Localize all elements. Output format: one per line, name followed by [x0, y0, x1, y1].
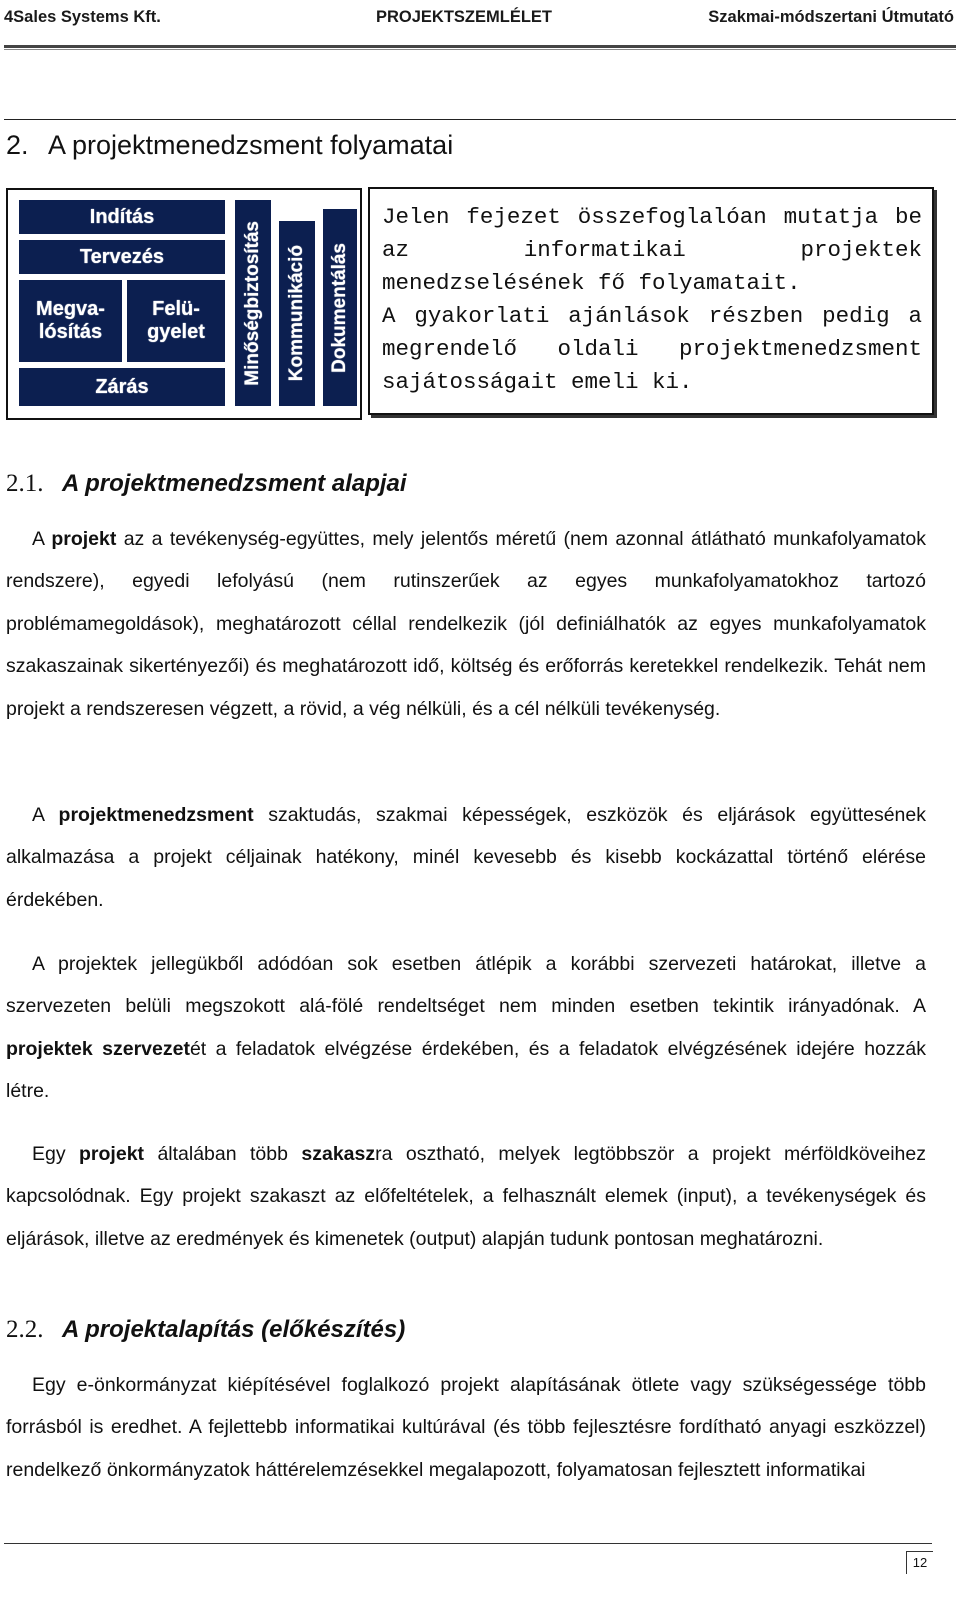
p2-text-c: szaktudás, szakmai képességek, eszközök és eljárások együttesének alkalmazása a projekt céljainak hatékony, minél kevesebb és kisebb kockázattal történő elérése érdekében. — [6, 804, 926, 911]
diagram-start-label: Indítás — [89, 205, 155, 228]
process-diagram — [6, 188, 362, 420]
paragraph-pm-definition — [6, 794, 926, 921]
section-2-2-heading — [6, 1316, 405, 1344]
diagram-closing-label: Zárás — [95, 375, 149, 398]
p1-text-c: az a tevékenység-együttes, mely jelentős méretű (nem azonnal átlátható munkafolyamatok rendszere), egyedi lefolyású (nem rutinszerűek az egyes munkafolyamatokhoz tartozó problémamegoldások), meghatározott céllal rendelkezik (jól definiálhatók az egyes munkafolyamatok szakaszainak sikertényezői) és meghatározott idő, költség és erőforrás keretekkel rendelkezik. Tehát nem projekt a rendszeresen végzett, a rövid, a vég nélküli, és a cél nélküli tevékenység. — [6, 528, 926, 720]
header-divider — [4, 45, 956, 50]
chapter-summary-text — [382, 201, 922, 399]
diagram-documentation-label: Dokumentálás — [329, 242, 351, 373]
diagram-communication-label: Kommunikáció — [286, 245, 308, 382]
diagram-implementation-label-1: Megva- — [36, 298, 105, 320]
p4-text-a: Egy — [32, 1143, 80, 1165]
section-2-1-title: A projektmenedzsment alapjai — [62, 470, 407, 497]
diagram-quality-block — [235, 200, 271, 406]
chapter-title — [6, 130, 453, 161]
diagram-supervision-label-2: gyelet — [147, 321, 205, 343]
p4-bold-projekt: projekt — [79, 1143, 145, 1165]
chapter-title-text: A projektmenedzsment folyamatai — [48, 130, 454, 160]
summary-line-1: Jelen fejezet összefoglalóan mutatja be az informatikai projektek menedzselésének fő folyamatait. — [382, 204, 922, 296]
header-doc-type: Szakmai-módszertani Útmutató — [708, 8, 954, 26]
page-header — [4, 4, 956, 30]
summary-line-2: A gyakorlati ajánlások részben pedig a megrendelő oldali projektmenedzsment sajátosságait emeli ki. — [382, 303, 922, 395]
paragraph-project-phases — [6, 1133, 926, 1260]
p4-text-c: általában több — [144, 1143, 302, 1165]
paragraph-project-organization — [6, 943, 926, 1113]
diagram-start-block — [19, 200, 225, 234]
diagram-implementation-label-2: lósítás — [38, 321, 103, 343]
footer-divider — [4, 1543, 932, 1544]
p3-bold-szervezet: projektek szervezet — [6, 1037, 190, 1060]
chapter-number: 2. — [6, 130, 29, 160]
paragraph-project-definition — [6, 518, 926, 730]
diagram-closing-block — [19, 368, 225, 406]
section-2-2-title: A projektalapítás (előkészítés) — [62, 1316, 406, 1343]
header-topic: PROJEKTSZEMLÉLET — [376, 8, 553, 26]
p3-text-c: ét a feladatok elvégzése érdekében, és a feladatok elvégzésének idejére hozzák létre. — [6, 1037, 926, 1103]
p2-bold-projektmenedzsment: projektmenedzsment — [58, 804, 254, 826]
p2-text-a: A — [32, 804, 59, 826]
p1-bold-projekt: projekt — [51, 528, 117, 550]
section-2-1-heading — [6, 470, 407, 498]
chapter-summary-box — [368, 187, 934, 415]
diagram-documentation-block — [323, 209, 357, 406]
p5-text: Egy e-önkormányzat kiépítésével foglalkozó projekt alapításának ötlete vagy szükségessége több forrásból is eredhet. A fejlettebb informatikai kultúrával (és több fejlesztésre fordítható anyagi eszközzel) rendelkező önkormányzatok háttérelemzésekkel megalapozott, folyamatosan fejlesztett informatikai — [6, 1374, 926, 1481]
p1-text-a: A — [32, 528, 52, 550]
page-number: 12 — [906, 1551, 933, 1574]
diagram-quality-label: Minőségbiztosítás — [242, 220, 264, 386]
p4-text-e: ra osztható, melyek legtöbbször a projekt mérföldköveihez kapcsolódnak. Egy projekt szakaszt az előfeltételek, a felhasznált elemek (input), a tevékenységek és eljárások, illetve az eredmények és kimenetek (output) alapján tudunk pontosan meghatározni. — [6, 1143, 926, 1250]
diagram-supervision-label-1: Felü- — [152, 298, 200, 320]
diagram-supervision-block — [127, 280, 225, 362]
chapter-divider — [4, 119, 956, 120]
diagram-implementation-block — [19, 280, 122, 362]
p3-text-a: A projektek jellegükből adódóan sok esetben átlépik a korábbi szervezeti határokat, illetve a szervezeten belüli megszokott alá-fölé rendeltséget nem minden esetben tekintik irányadónak. A — [6, 953, 926, 1018]
paragraph-project-founding — [6, 1364, 926, 1491]
header-company: 4Sales Systems Kft. — [4, 8, 161, 26]
section-2-2-number: 2.2. — [6, 1316, 44, 1343]
diagram-planning-label: Tervezés — [79, 245, 165, 268]
p4-bold-szakasz: szakasz — [301, 1143, 376, 1165]
section-2-1-number: 2.1. — [6, 470, 44, 497]
diagram-communication-block — [279, 221, 315, 406]
diagram-planning-block — [19, 240, 225, 274]
